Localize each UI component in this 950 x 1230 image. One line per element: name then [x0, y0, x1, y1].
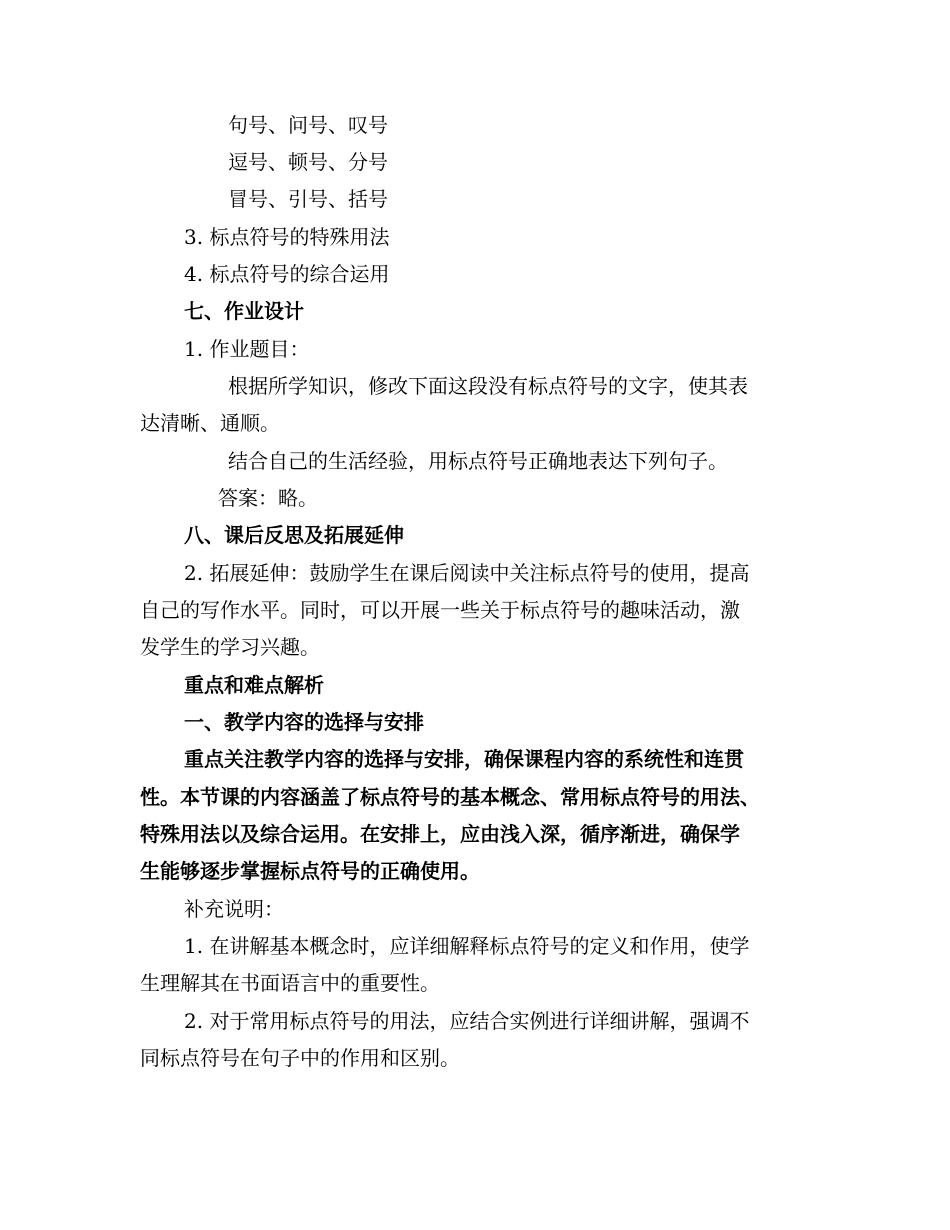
paragraph-line: 补充说明：	[184, 897, 284, 921]
paragraph-line: 根据所学知识，修改下面这段没有标点符号的文字，使其表	[228, 374, 748, 398]
text-line: 句号、问号、叹号	[228, 113, 388, 137]
list-item: 1. 作业题目：	[184, 337, 310, 361]
paragraph-line: 自己的写作水平。同时，可以开展一些关于标点符号的趣味活动，激	[140, 598, 740, 622]
text-line: 冒号、引号、括号	[228, 187, 388, 211]
text-line: 逗号、顿号、分号	[228, 150, 388, 174]
answer-line: 答案：略。	[218, 486, 318, 510]
bold-paragraph-line: 特殊用法以及综合运用。在安排上，应由浅入深，循序渐进，确保学	[140, 822, 740, 846]
list-item: 4. 标点符号的综合运用	[184, 262, 390, 286]
list-item: 1. 在讲解基本概念时，应详细解释标点符号的定义和作用，使学	[184, 934, 750, 958]
paragraph-line: 生理解其在书面语言中的重要性。	[140, 971, 440, 995]
section-heading: 七、作业设计	[184, 299, 304, 323]
paragraph-line: 同标点符号在句子中的作用和区别。	[140, 1046, 460, 1070]
bold-paragraph-line: 性。本节课的内容涵盖了标点符号的基本概念、常用标点符号的用法、	[140, 785, 760, 809]
section-heading: 重点和难点解析	[184, 673, 324, 697]
paragraph-line: 达清晰、通顺。	[140, 411, 280, 435]
section-heading: 一、教学内容的选择与安排	[184, 710, 424, 734]
paragraph-line: 发学生的学习兴趣。	[140, 635, 320, 659]
paragraph-line: 2. 拓展延伸：鼓励学生在课后阅读中关注标点符号的使用，提高	[184, 561, 750, 585]
bold-paragraph-line: 生能够逐步掌握标点符号的正确使用。	[140, 859, 480, 883]
list-item: 3. 标点符号的特殊用法	[184, 225, 390, 249]
bold-paragraph-line: 重点关注教学内容的选择与安排，确保课程内容的系统性和连贯	[184, 747, 744, 771]
section-heading: 八、课后反思及拓展延伸	[184, 523, 404, 547]
paragraph-line: 结合自己的生活经验，用标点符号正确地表达下列句子。	[228, 449, 728, 473]
list-item: 2. 对于常用标点符号的用法，应结合实例进行详细讲解，强调不	[184, 1009, 750, 1033]
